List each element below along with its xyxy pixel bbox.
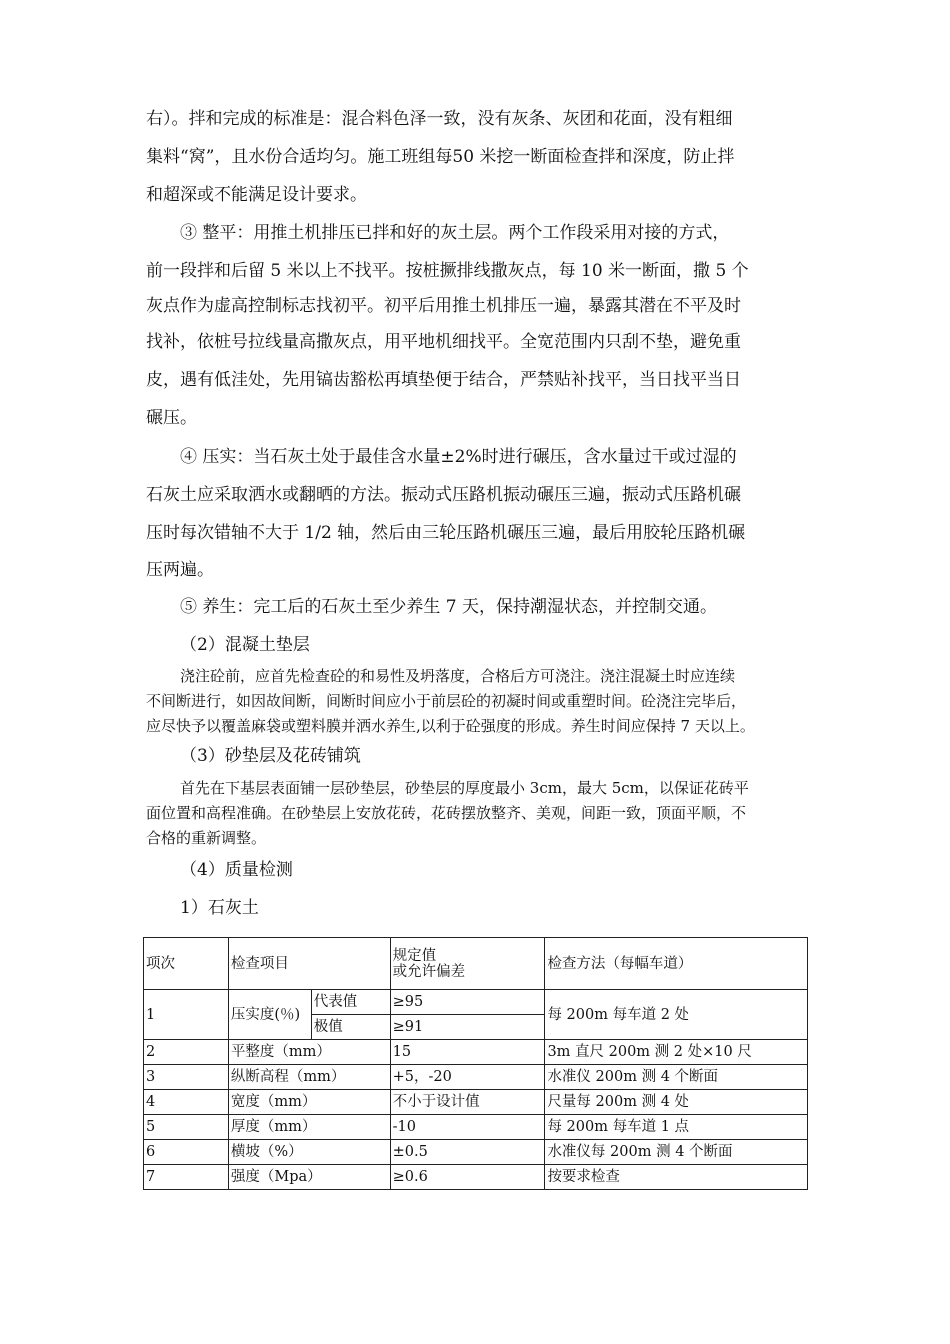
table-header-row <box>144 938 808 990</box>
table-row <box>144 1040 808 1065</box>
paragraph-line: 面位置和高程准确。在砂垫层上安放花砖，花砖摆放整齐、美观，间距一致，顶面平顺，不 <box>146 804 747 822</box>
paragraph-line: 压时每次错轴不大于 1/2 轴，然后由三轮压路机碾压三遍，最后用胶轮压路机碾 <box>146 523 746 543</box>
cell-sub-label: 代表值 <box>311 990 390 1015</box>
cell-no: 1 <box>144 990 229 1040</box>
table-row <box>144 1115 808 1140</box>
header-no: 项次 <box>144 938 229 990</box>
cell-spec: ≥91 <box>390 1015 545 1040</box>
header-item: 检查项目 <box>228 938 390 990</box>
cell-item: 强度（Mpa） <box>228 1165 390 1190</box>
cell-method: 每 200m 每车道 2 处 <box>545 990 808 1040</box>
paragraph-line: 找补，依桩号拉线量高撒灰点，用平地机细找平。全宽范围内只刮不垫，避免重 <box>146 332 741 352</box>
cell-item: 纵断高程（mm） <box>228 1065 390 1090</box>
cell-spec: ±0.5 <box>390 1140 545 1165</box>
paragraph-line: ③ 整平：用推土机排压已拌和好的灰土层。两个工作段采用对接的方式， <box>180 223 730 243</box>
cell-no: 4 <box>144 1090 229 1115</box>
cell-spec: ≥0.6 <box>390 1165 545 1190</box>
paragraph-line: 碾压。 <box>146 408 197 428</box>
paragraph-line: 首先在下基层表面铺一层砂垫层，砂垫层的厚度最小 3cm，最大 5cm，以保证花砖平 <box>180 779 749 797</box>
table-row <box>144 1065 808 1090</box>
cell-method: 3m 直尺 200m 测 2 处×10 尺 <box>545 1040 808 1065</box>
paragraph-line: 集料“窝”，且水份合适均匀。施工班组每50 米挖一断面检查拌和深度，防止拌 <box>146 147 735 167</box>
paragraph-line: 压两遍。 <box>146 560 214 580</box>
inspection-table <box>143 937 808 1190</box>
paragraph-line: ④ 压实：当石灰土处于最佳含水量±2%时进行碾压，含水量过干或过湿的 <box>180 447 737 467</box>
subsection-heading: 1）石灰土 <box>180 898 259 918</box>
section-heading: （4）质量检测 <box>180 860 293 880</box>
section-heading: （2）混凝土垫层 <box>180 635 310 655</box>
paragraph-line: ⑤ 养生：完工后的石灰土至少养生 7 天，保持潮湿状态，并控制交通。 <box>180 597 718 617</box>
table-row <box>144 1140 808 1165</box>
table-row <box>144 1165 808 1190</box>
cell-method: 每 200m 每车道 1 点 <box>545 1115 808 1140</box>
cell-no: 5 <box>144 1115 229 1140</box>
cell-spec: 不小于设计值 <box>390 1090 545 1115</box>
header-method: 检查方法（每幅车道） <box>545 938 808 990</box>
cell-method: 按要求检查 <box>545 1165 808 1190</box>
cell-no: 7 <box>144 1165 229 1190</box>
paragraph-line: 皮，遇有低洼处，先用镐齿豁松再填垫便于结合，严禁贴补找平，当日找平当日 <box>146 370 741 390</box>
paragraph-line: 右）。拌和完成的标准是：混合料色泽一致，没有灰条、灰团和花面，没有粗细 <box>146 109 733 129</box>
paragraph-line: 石灰土应采取洒水或翻晒的方法。振动式压路机振动碾压三遍，振动式压路机碾 <box>146 485 741 505</box>
header-spec-line1: 规定值 <box>392 947 437 964</box>
cell-item: 压实度(％) <box>228 990 311 1040</box>
paragraph-line: 灰点作为虚高控制标志找初平。初平后用推土机排压一遍，暴露其潜在不平及时 <box>146 296 741 316</box>
paragraph-line: 合格的重新调整。 <box>146 829 267 847</box>
cell-no: 6 <box>144 1140 229 1165</box>
section-heading: （3）砂垫层及花砖铺筑 <box>180 746 361 766</box>
table-row <box>144 990 808 1015</box>
cell-method: 水准仪每 200m 测 4 个断面 <box>545 1140 808 1165</box>
cell-item: 厚度（mm） <box>228 1115 390 1140</box>
cell-spec: -10 <box>390 1115 545 1140</box>
cell-item: 平整度（mm） <box>228 1040 390 1065</box>
cell-sub-label: 极值 <box>311 1015 390 1040</box>
header-spec-line2: 或允许偏差 <box>392 963 466 980</box>
table-row <box>144 1090 808 1115</box>
header-spec <box>390 938 545 990</box>
cell-no: 3 <box>144 1065 229 1090</box>
paragraph-line: 前一段拌和后留 5 米以上不找平。按桩撅排线撒灰点，每 10 米一断面，撒 5 个 <box>146 261 749 281</box>
cell-method: 水准仪 200m 测 4 个断面 <box>545 1065 808 1090</box>
cell-method: 尺量每 200m 测 4 处 <box>545 1090 808 1115</box>
paragraph-line: 和超深或不能满足设计要求。 <box>146 185 367 205</box>
cell-no: 2 <box>144 1040 229 1065</box>
paragraph-line: 不间断进行，如因故间断，间断时间应小于前层砼的初凝时间或重塑时间。砼浇注完毕后， <box>146 692 747 710</box>
paragraph-line: 浇注砼前，应首先检查砼的和易性及坍落度，合格后方可浇注。浇注混凝土时应连续 <box>180 667 736 685</box>
cell-item: 宽度（mm） <box>228 1090 390 1115</box>
cell-spec: ≥95 <box>390 990 545 1015</box>
cell-spec: 15 <box>390 1040 545 1065</box>
paragraph-line: 应尽快予以覆盖麻袋或塑料膜并洒水养生,以利于砼强度的形成。养生时间应保持 7 天以上。 <box>146 717 755 735</box>
cell-item: 横坡（%） <box>228 1140 390 1165</box>
cell-spec: +5，-20 <box>390 1065 545 1090</box>
